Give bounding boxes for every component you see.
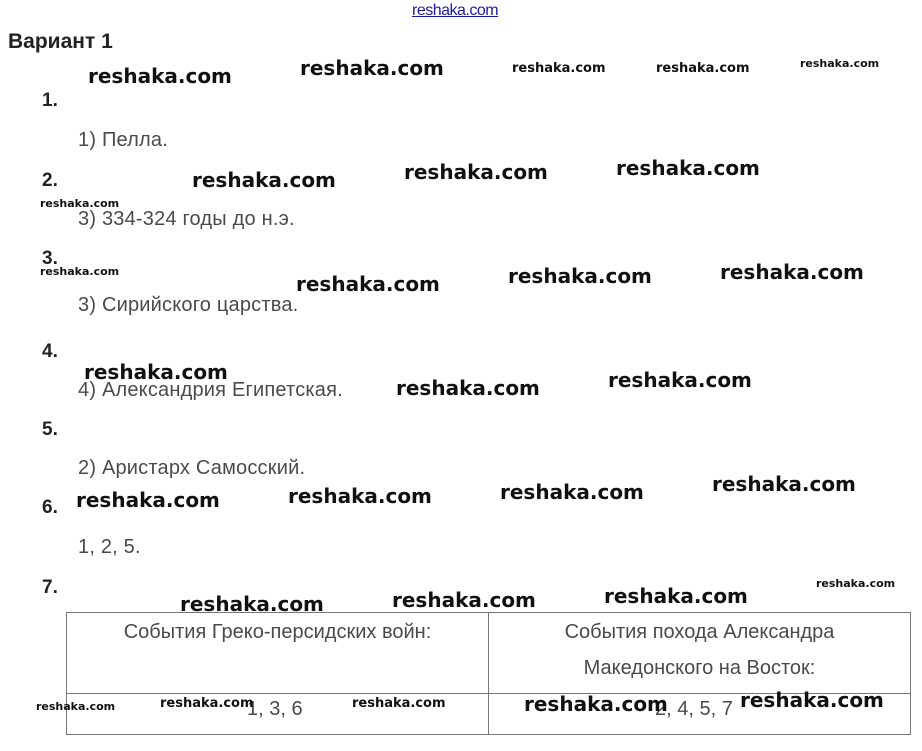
watermark: reshaka.com (288, 484, 432, 508)
question-number: 3. (42, 248, 58, 269)
question-number: 2. (42, 170, 58, 191)
watermark: reshaka.com (40, 197, 120, 210)
table-cell-alexander: 2, 4, 5, 7 (655, 698, 733, 720)
answer-text: 3) Сирийского царства. (78, 294, 299, 316)
answer-text: 1, 2, 5. (78, 536, 141, 558)
watermark: reshaka.com (604, 584, 748, 608)
question-number: 7. (42, 577, 58, 598)
watermark: reshaka.com (608, 368, 752, 392)
watermark: reshaka.com (300, 56, 444, 80)
watermark: reshaka.com (500, 480, 644, 504)
watermark: reshaka.com (392, 588, 536, 612)
watermark: reshaka.com (524, 692, 668, 716)
page-title: Вариант 1 (8, 30, 113, 53)
watermark: reshaka.com (88, 64, 232, 88)
watermark: reshaka.com (76, 488, 220, 512)
table-header-alexander: События похода Александра (564, 621, 835, 643)
answer-text: 2) Аристарх Самосский. (78, 457, 306, 479)
watermark: reshaka.com (816, 577, 896, 590)
watermark: reshaka.com (84, 360, 228, 384)
watermark: reshaka.com (616, 156, 760, 180)
watermark: reshaka.com (36, 700, 116, 713)
answer-text: 4) Александрия Египетская. (78, 379, 343, 401)
table-header-alexander-line2: Македонского на Восток: (583, 657, 816, 679)
table-cell-greco-persian: 1, 3, 6 (247, 698, 303, 720)
watermark: reshaka.com (712, 472, 856, 496)
watermark: reshaka.com (404, 160, 548, 184)
answer-text: 1) Пелла. (78, 129, 168, 151)
watermark: reshaka.com (352, 696, 446, 711)
watermark: reshaka.com (740, 688, 884, 712)
question-number: 4. (42, 341, 58, 362)
watermark: reshaka.com (800, 57, 880, 70)
watermark: reshaka.com (192, 168, 336, 192)
events-table (66, 612, 911, 735)
watermark: reshaka.com (180, 592, 324, 616)
watermark: reshaka.com (512, 61, 606, 76)
question-number: 6. (42, 497, 58, 518)
answer-text: 3) 334-324 годы до н.э. (78, 208, 295, 230)
question-number: 1. (42, 90, 58, 111)
watermark: reshaka.com (508, 264, 652, 288)
watermark: reshaka.com (296, 272, 440, 296)
watermark: reshaka.com (720, 260, 864, 284)
watermark: reshaka.com (396, 376, 540, 400)
watermark: reshaka.com (160, 696, 254, 711)
watermark: reshaka.com (656, 61, 750, 76)
table-header-greco-persian: События Греко-персидских войн: (123, 621, 432, 643)
watermark: reshaka.com (40, 265, 120, 278)
site-link[interactable]: reshaka.com (412, 2, 499, 19)
question-number: 5. (42, 419, 58, 440)
